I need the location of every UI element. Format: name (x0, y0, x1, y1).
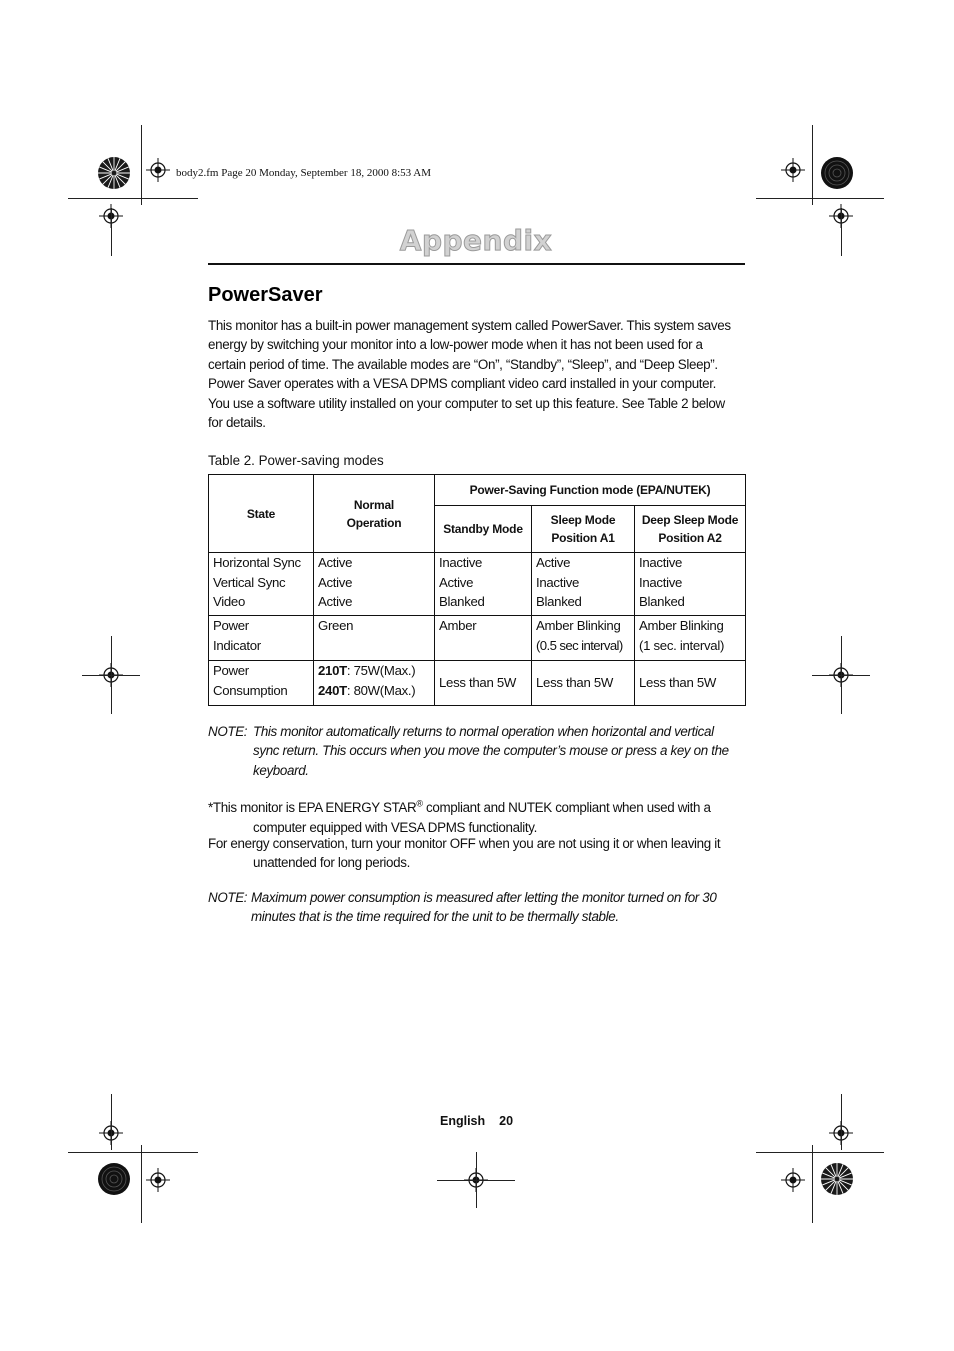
energy-conservation-paragraph: For energy conservation, turn your monitor OFF when you are not using it or when leaving it unattended for long periods. (208, 836, 721, 871)
cell-state: Horizontal Sync Vertical Sync Video (209, 553, 314, 616)
header-state: State (209, 475, 314, 553)
table-row (209, 553, 746, 616)
table-row (209, 661, 746, 706)
registration-target-icon (146, 158, 170, 182)
cell-sleep: Amber Blinking (0.5 sec interval) (532, 616, 635, 661)
cell-standby: Amber (435, 616, 532, 661)
side-mark-line (111, 1094, 112, 1150)
note-label: NOTE: (208, 724, 248, 739)
header-standby-mode: Standby Mode (435, 506, 532, 553)
side-mark-line (111, 208, 112, 256)
registration-target-icon (781, 1168, 805, 1192)
side-mark-line (111, 636, 112, 714)
cell-deep-sleep: Amber Blinking (1 sec. interval) (635, 616, 746, 661)
registration-target-icon (781, 158, 805, 182)
cell-sleep: Active Inactive Blanked (532, 553, 635, 616)
section-title: PowerSaver (208, 284, 323, 306)
cell-standby: Less than 5W (435, 661, 532, 706)
intro-line: for details. (208, 415, 266, 431)
side-mark-line (841, 636, 842, 714)
cell-standby: Inactive Active Blanked (435, 553, 532, 616)
page-footer (440, 1114, 513, 1128)
file-slug: body2.fm Page 20 Monday, September 18, 2000 8:53 AM (176, 167, 432, 179)
registration-target-icon (146, 1168, 170, 1192)
note-max-power: NOTE: Maximum power consumption is measured after letting the monitor turned on for 30 minutes that is the time required for the unit to be thermally stable. (208, 890, 717, 925)
intro-line: You use a software utility installed on your computer to set up this feature. See Table 2 below (208, 395, 725, 411)
header-deep-sleep-mode: Deep Sleep Mode Position A2 (635, 506, 746, 553)
page-header-title: Appendix (399, 224, 553, 257)
intro-line: certain period of time. The available modes are “On”, “Standby”, “Sleep”, and “Deep Sleep”. (208, 356, 718, 372)
header-sleep-mode: Sleep Mode Position A1 (532, 506, 635, 553)
cell-normal: Green (314, 616, 435, 661)
note-auto-return: NOTE: This monitor automatically returns to normal operation when horizontal and vertical sync return. This occurs when you move the computer’s mouse or press a key on the keyboard. (208, 724, 729, 778)
header-power-saving-group: Power-Saving Function mode (EPA/NUTEK) (435, 475, 746, 506)
starburst-register-icon (820, 1162, 854, 1196)
center-mark-line (476, 1152, 477, 1208)
power-saving-modes-table (208, 474, 746, 706)
cell-state: Power Indicator (209, 616, 314, 661)
cell-deep-sleep: Inactive Inactive Blanked (635, 553, 746, 616)
page-number: 20 (499, 1114, 514, 1128)
cell-state: Power Consumption (209, 661, 314, 706)
intro-line: This monitor has a built-in power management system called PowerSaver. This system saves (208, 318, 731, 333)
table-caption: Table 2. Power-saving modes (208, 453, 384, 468)
header-rule (208, 263, 745, 265)
dark-register-icon (97, 1162, 131, 1196)
intro-line: energy by switching your monitor into a low-power mode when it has not been used for a (208, 337, 703, 353)
cell-normal: 210T: 75W(Max.) 240T: 80W(Max.) (314, 661, 435, 706)
intro-paragraph (208, 316, 748, 432)
model-label: 240T (318, 682, 347, 698)
footer-language: English (440, 1114, 486, 1128)
registered-mark: ® (416, 799, 423, 809)
header-normal-operation: Normal Operation (314, 475, 435, 553)
starburst-register-icon (97, 156, 131, 190)
table-row (209, 616, 746, 661)
cell-normal: Active Active Active (314, 553, 435, 616)
side-mark-line (841, 1094, 842, 1150)
model-label: 210T (318, 663, 347, 678)
note-label: NOTE: (208, 890, 248, 905)
cell-deep-sleep: Less than 5W (635, 661, 746, 706)
side-mark-line (841, 208, 842, 256)
energy-star-paragraph: *This monitor is EPA ENERGY STAR® compliant and NUTEK compliant when used with a computer equipped with VESA DPMS functionality. (208, 799, 711, 835)
intro-line: Power Saver operates with a VESA DPMS compliant video card installed in your computer. (208, 376, 717, 392)
dark-register-icon (820, 156, 854, 190)
cell-sleep: Less than 5W (532, 661, 635, 706)
